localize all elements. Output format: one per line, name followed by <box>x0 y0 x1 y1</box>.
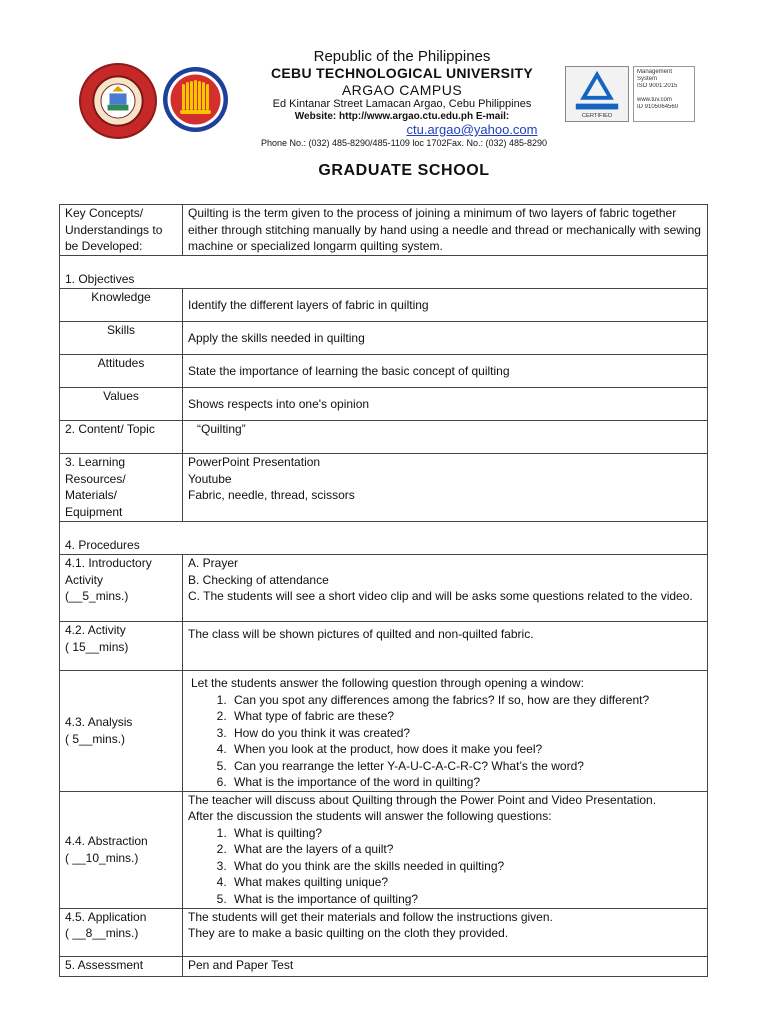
table-row <box>60 908 708 956</box>
introductory-list <box>183 555 708 622</box>
values-text: Shows respects into one's opinion <box>183 388 708 421</box>
abstraction-intro: The teacher will discuss about Quilting through the Power Point and Video Presentation. <box>188 792 657 807</box>
attitudes-text: State the importance of learning the basic concept of quilting <box>183 355 708 388</box>
activity-label <box>60 622 183 671</box>
knowledge-label: Knowledge <box>60 289 183 322</box>
list-item: 3. How do you think it was created? <box>230 725 702 742</box>
table-row <box>60 522 708 555</box>
table-row <box>60 205 708 256</box>
attitudes-label: Attitudes <box>60 355 183 388</box>
list-item: 4. When you look at the product, how does it make you feel? <box>230 741 702 758</box>
skills-text: Apply the skills needed in quilting <box>183 322 708 355</box>
list-item: C. The students will see a short video clip and will be asks some questions related to the video. <box>188 589 693 603</box>
management-system-box <box>633 66 695 122</box>
list-item: Youtube <box>188 471 232 486</box>
cert-label: CERTIFIED <box>581 113 613 120</box>
label-line: 4.4. Abstraction <box>65 834 148 848</box>
phone-line: Phone No.: (032) 485-8290/485-1109 loc 1702Fax. No.: (032) 485-8290 <box>260 138 548 148</box>
objectives-heading: 1. Objectives <box>60 256 708 289</box>
label-line: be Developed: <box>65 239 143 253</box>
lesson-plan-table <box>59 204 708 977</box>
table-row <box>60 454 708 522</box>
cert-side-line: System <box>637 76 658 82</box>
knowledge-text: Identify the different layers of fabric in quilting <box>183 289 708 322</box>
label-line: 4.3. Analysis <box>65 715 133 730</box>
abstraction-intro: After the discussion the students will answer the following questions: <box>188 809 552 823</box>
table-row <box>60 289 708 322</box>
analysis-label <box>60 671 183 792</box>
table-row <box>60 622 708 671</box>
cert-side-line: ID 9105064560 <box>637 104 679 110</box>
label-line: Activity <box>65 572 104 587</box>
list-item: B. Checking of attendance <box>188 572 329 587</box>
application-text: The students will get their materials and follow the instructions given. <box>188 909 553 924</box>
website-line: Website: http://www.argao.ctu.edu.ph E-mail: <box>294 111 510 122</box>
list-item: 6. What is the importance of the word in quilting? <box>230 774 702 791</box>
key-concepts-label <box>60 205 183 256</box>
list-item: 5. What is the importance of quilting? <box>230 891 702 908</box>
campus-name: ARGAO CAMPUS <box>341 82 463 98</box>
analysis-intro: Let the students answer the following question through opening a window: <box>191 676 584 690</box>
cert-side-line: www.tuv.com <box>637 97 672 103</box>
list-item: A. Prayer <box>188 556 239 570</box>
introductory-label <box>60 555 183 622</box>
label-line: Resources/ <box>65 471 126 486</box>
skills-label: Skills <box>60 322 183 355</box>
table-row <box>60 421 708 454</box>
table-row <box>60 388 708 421</box>
table-row <box>60 791 708 908</box>
list-item: Fabric, needle, thread, scissors <box>188 488 355 502</box>
label-line: Key Concepts/ <box>65 206 144 220</box>
resources-label <box>60 454 183 522</box>
analysis-content <box>183 671 708 792</box>
list-item: 1. Can you spot any differences among the fabrics? If so, how are they different? <box>230 692 702 709</box>
label-line: 4.2. Activity <box>65 623 126 637</box>
label-line: (__5_mins.) <box>65 589 129 603</box>
label-line: 4.1. Introductory <box>65 556 152 570</box>
table-row <box>60 671 708 792</box>
abstraction-questions <box>188 825 702 908</box>
cert-side-line: ISO 9001:2015 <box>637 83 678 89</box>
university-name: CEBU TECHNOLOGICAL UNIVERSITY <box>270 65 533 81</box>
resources-list <box>183 454 708 522</box>
address-line: Ed Kintanar Street Lamacan Argao, Cebu Philippines <box>272 98 532 110</box>
table-row <box>60 956 708 976</box>
abstraction-label <box>60 791 183 908</box>
cert-side-line <box>637 90 691 97</box>
analysis-questions <box>188 692 702 791</box>
values-label: Values <box>60 388 183 421</box>
assessment-label: 5. Assessment <box>60 956 183 976</box>
application-content <box>183 908 708 956</box>
table-row <box>60 355 708 388</box>
application-text: They are to make a basic quilting on the cloth they provided. <box>188 926 509 940</box>
list-item: 3. What do you think are the skills needed in quilting? <box>230 858 702 875</box>
label-line: 3. Learning <box>65 455 126 469</box>
label-line: 4.5. Application <box>65 909 147 924</box>
key-concepts-text: Quilting is the term given to the process of joining a minimum of two layers of fabric together either through stitching manually by hand using a needle and thread or mechanically with sewing machine or specialized longarm quilting system. <box>183 205 708 256</box>
list-item: PowerPoint Presentation <box>188 455 321 469</box>
label-line: ( 15__mins) <box>65 639 129 654</box>
table-row <box>60 555 708 622</box>
list-item: 2. What type of fabric are these? <box>230 708 702 725</box>
label-line: Equipment <box>65 504 123 519</box>
label-line: ( __10_mins.) <box>65 850 139 865</box>
abstraction-content <box>183 791 708 908</box>
cert-side-line: Management <box>637 69 673 75</box>
content-label: 2. Content/ Topic <box>60 421 183 454</box>
email-link[interactable]: ctu.argao@yahoo.com <box>406 122 538 137</box>
content-text: “Quilting” <box>183 421 708 454</box>
list-item: 4. What makes quilting unique? <box>230 874 702 891</box>
list-item: 2. What are the layers of a quilt? <box>230 841 702 858</box>
label-line: ( __8__mins.) <box>65 926 139 940</box>
tuv-certification-logo <box>565 66 629 122</box>
graduate-school-heading: GRADUATE SCHOOL <box>318 162 490 179</box>
list-item: 1. What is quilting? <box>230 825 702 842</box>
label-line: Materials/ <box>65 488 118 502</box>
table-row <box>60 256 708 289</box>
table-row <box>60 322 708 355</box>
republic-line: Republic of the Philippines <box>313 48 491 65</box>
procedures-heading: 4. Procedures <box>60 522 708 555</box>
application-label <box>60 908 183 956</box>
list-item: 5. Can you rearrange the letter Y-A-U-C-A-C-R-C? What’s the word? <box>230 758 702 775</box>
label-line: Understandings to <box>65 222 163 237</box>
assessment-text: Pen and Paper Test <box>183 956 708 976</box>
activity-text: The class will be shown pictures of quilted and non-quilted fabric. <box>183 622 708 671</box>
label-line: ( 5__mins.) <box>65 731 126 746</box>
